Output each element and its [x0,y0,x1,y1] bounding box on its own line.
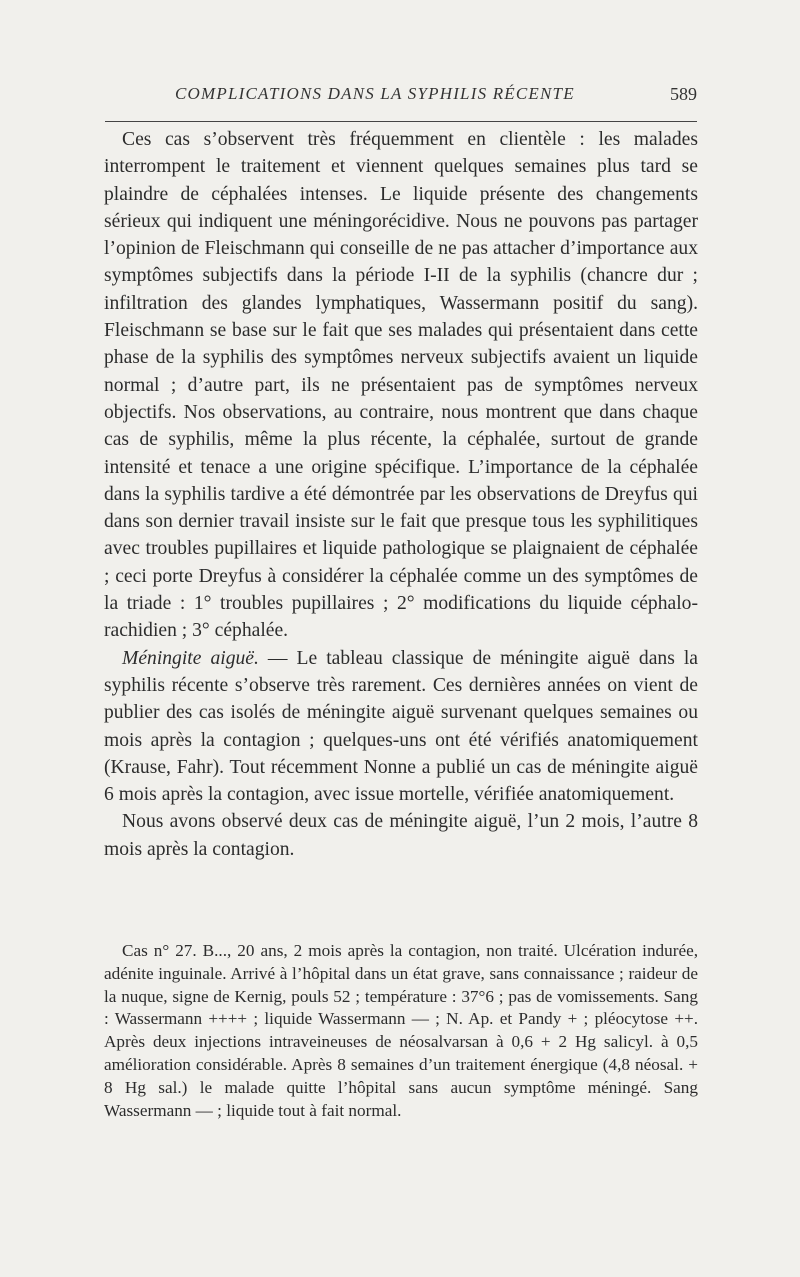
page-header [105,84,697,114]
case-report [104,940,698,1122]
header-rule [105,121,697,122]
paragraph-meningite-aigue [104,645,698,809]
page-number: 589 [670,84,697,104]
running-title: COMPLICATIONS DANS LA SYPHILIS RÉCENTE [175,84,575,103]
body-text [104,126,698,863]
paragraph-cephalee: Ces cas s’observent très fréquemment en clientèle : les malades interrompent le traitement et viennent quelques semaines plus tard se plaindre de céphalées intenses. Le liquide présente des changements sérieux qui indiquent une méningorécidive. Nous ne pouvons pas partager l’opinion de Fleischmann qui conseille de ne pas attacher d’importance aux symptômes subjectifs dans la période I-II de la syphilis (chancre dur ; infiltration des glandes lymphatiques, Wassermann positif du sang). Fleischmann se base sur le fait que ses malades qui présentaient dans cette phase de la syphilis des symptômes nerveux subjectifs avaient un liquide normal ; d’autre part, ils ne présentaient pas de symptômes nerveux objectifs. Nos observations, au contraire, nous montrent que dans chaque cas de syphilis, même la plus récente, la céphalée, surtout de grande intensité et tenace a une origine spécifique. L’importance de la céphalée dans la syphilis tardive a été démontrée par les observations de Dreyfus qui dans son dernier travail insiste sur le fait que presque tous les syphilitiques avec troubles pupillaires et liquide pathologique se plaignaient de céphalée ; ceci porte Dreyfus à considérer la céphalée comme un des symptômes de la triade : 1° troubles pupillaires ; 2° modifications du liquide céphalo-rachidien ; 3° céphalée. [104,129,698,642]
section-heading-meningite-aigue: Méningite aiguë. [122,647,259,669]
case-27-text: Cas n° 27. B..., 20 ans, 2 mois après la contagion, non traité. Ulcération indurée, adénite inguinale. Arrivé à l’hôpital dans un état grave, sans connaissance ; raideur de la nuque, signe de Kernig, pouls 52 ; température : 37°6 ; pas de vomissements. Sang : Wassermann ++++ ; liquide Wassermann — ; N. Ap. et Pandy + ; pléocytose ++. Après deux injections intraveineuses de néosalvarsan à 0,6 + 2 Hg salicyl. à 0,5 amélioration considérable. Après 8 semaines d’un traitement énergique (4,8 néosal. + 8 Hg sal.) le malade quitte l’hôpital sans aucun symptôme méningé. Sang Wassermann — ; liquide tout à fait normal. [104,941,698,1120]
paragraph-meningite-aigue-text: — Le tableau classique de méningite aiguë dans la syphilis récente s’observe très rarement. Ces dernières années on vient de publier des cas isolés de méningite aiguë survenant quelques semaines ou mois après la contagion ; quelques-uns ont été vérifiés anatomiquement (Krause, Fahr). Tout récemment Nonne a publié un cas de méningite aiguë 6 mois après la contagion, avec issue mortelle, vérifiée anatomiquement. [104,647,699,806]
paragraph-deux-cas: Nous avons observé deux cas de méningite aiguë, l’un 2 mois, l’autre 8 mois après la contagion. [104,811,698,860]
